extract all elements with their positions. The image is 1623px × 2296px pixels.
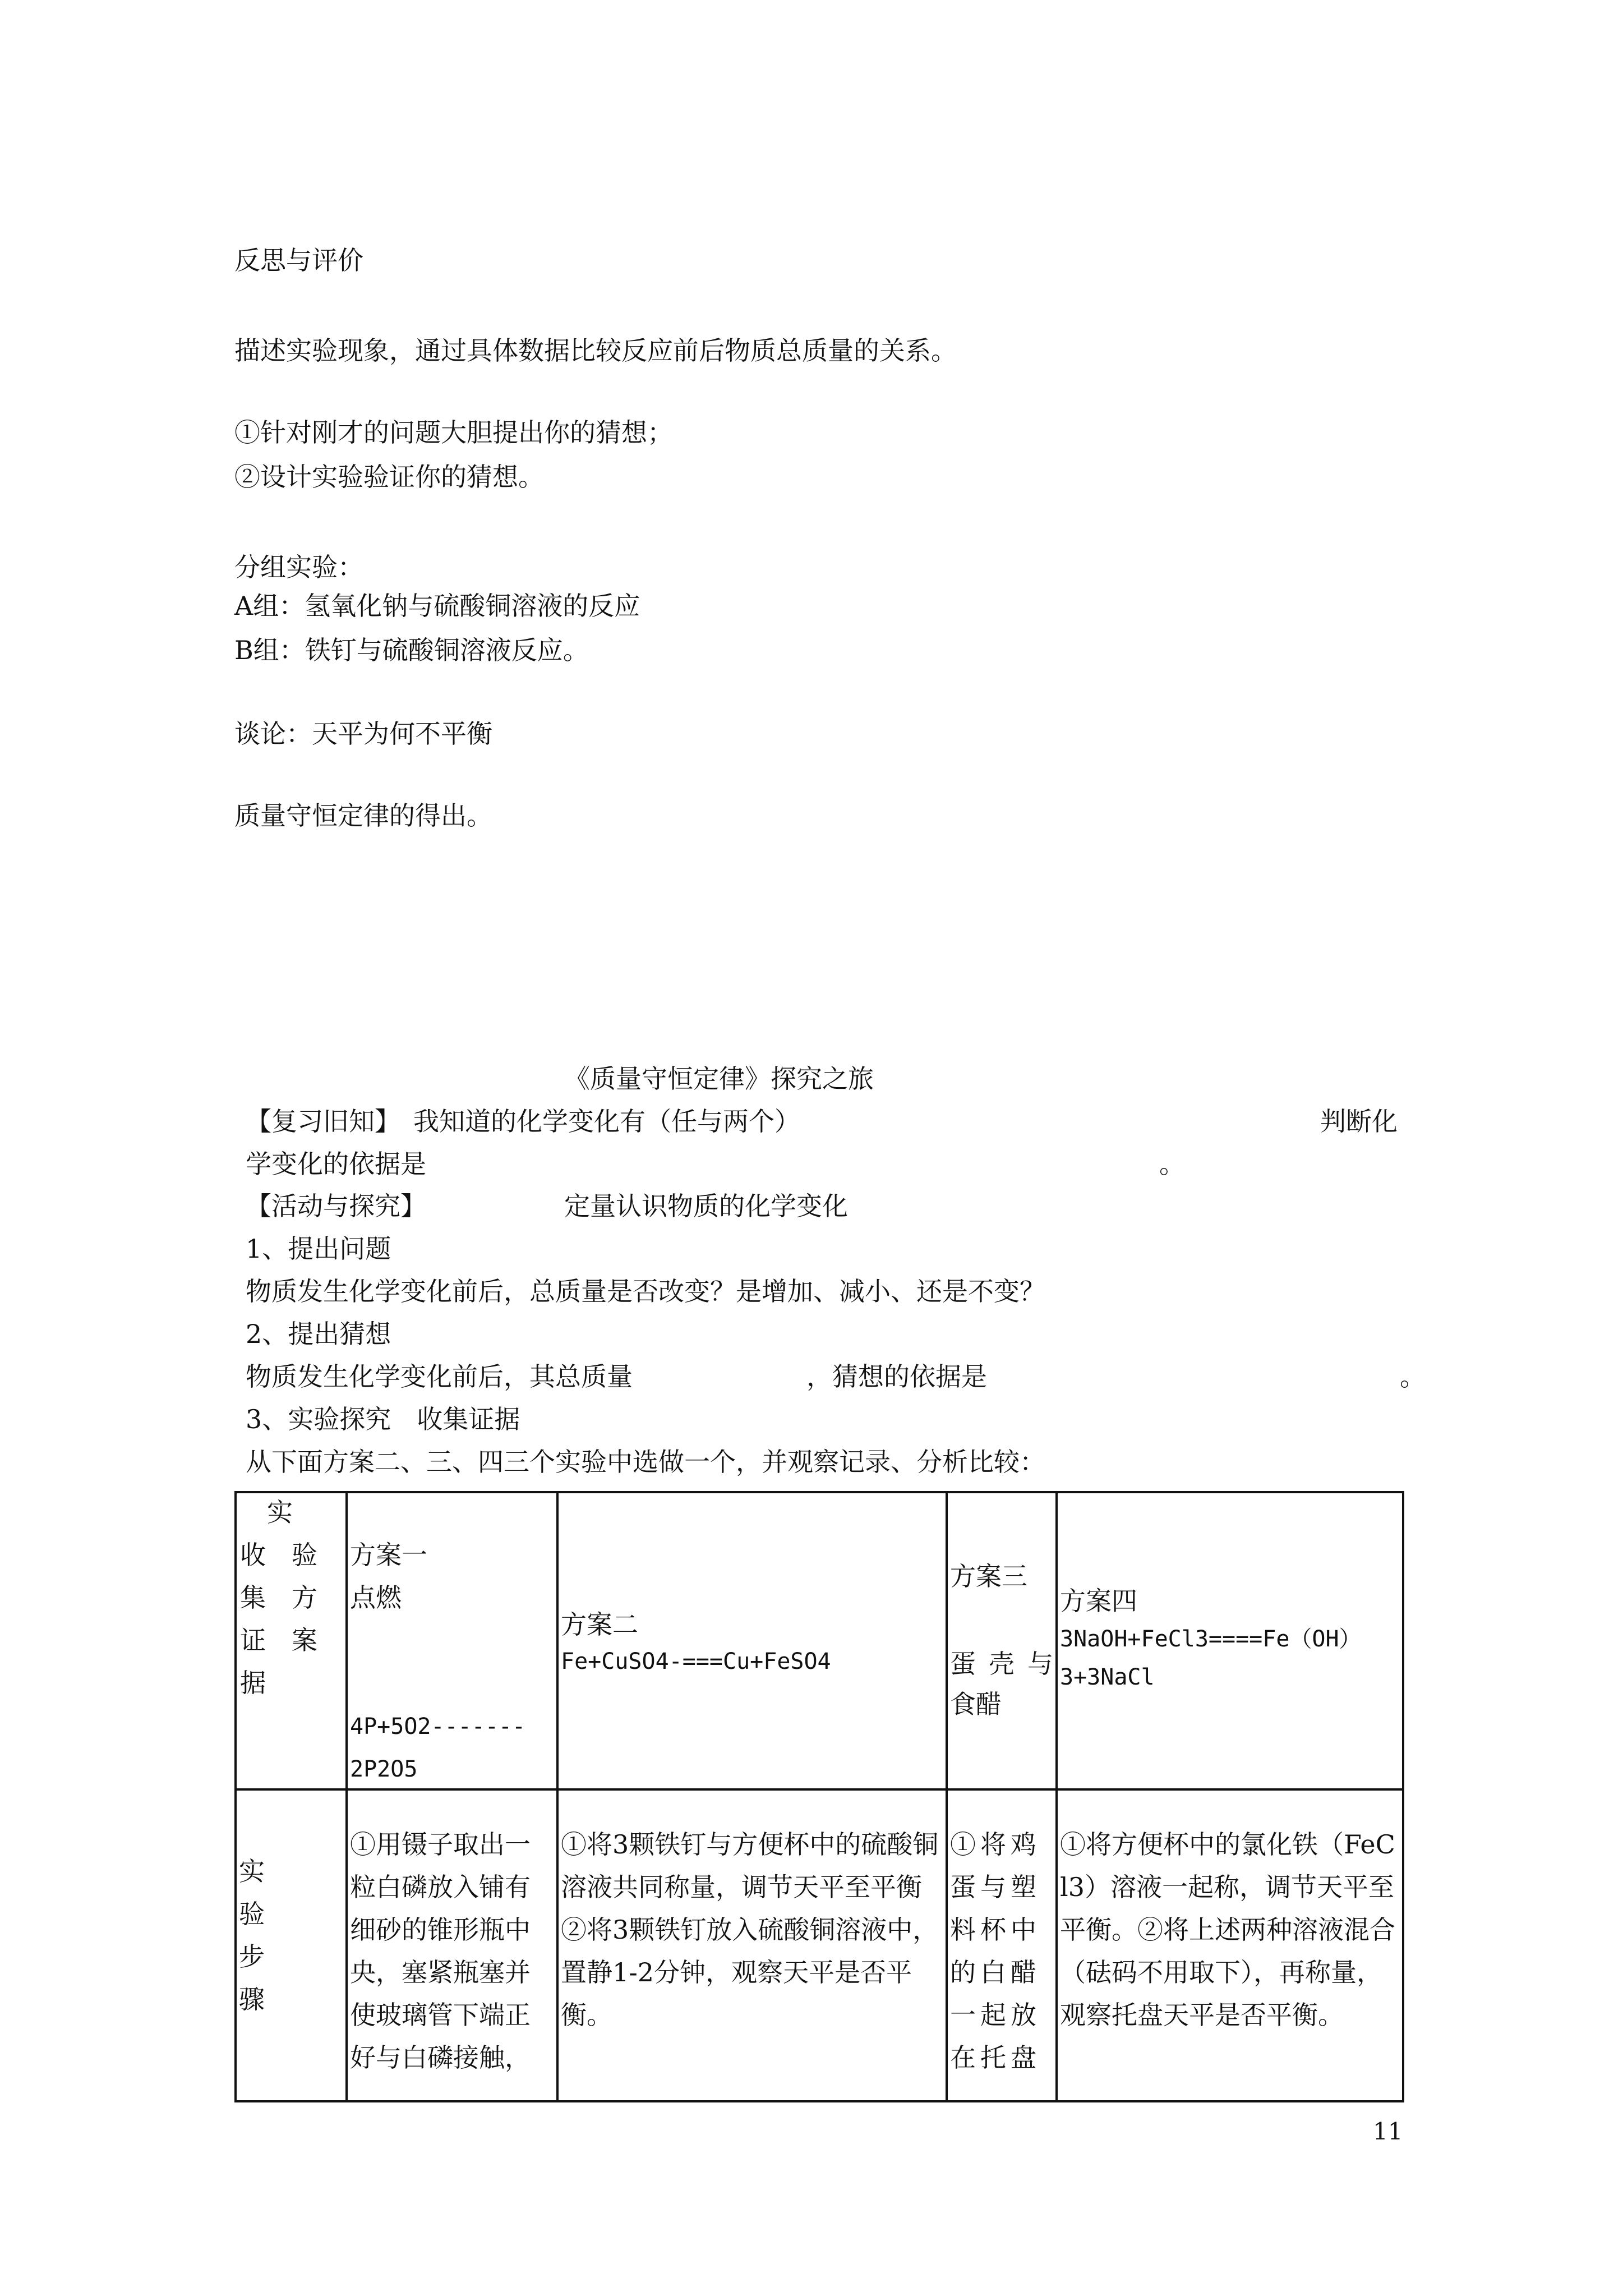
plan1-equation: 2P2O5 (350, 1756, 418, 1782)
intro-line: 谈论：天平为何不平衡 (234, 719, 492, 749)
corner-line: 集 方 (240, 1582, 317, 1613)
plan1-title: 方案一 (350, 1540, 427, 1570)
plan4-equation: 3NaOH+FeCl3====Fe（OH） (1060, 1626, 1362, 1652)
blank-period: 。 (1159, 1149, 1185, 1179)
steps-label-char: 骤 (239, 1984, 265, 2014)
worksheet-title: 《质量守恒定律》探究之旅 (564, 1064, 874, 1094)
corner-line: 收 验 (240, 1540, 317, 1570)
plan3-title: 方案三 (950, 1561, 1027, 1591)
plan1-condition: 点燃 (350, 1582, 402, 1613)
intro-line: 质量守恒定律的得出。 (234, 800, 492, 831)
step-heading: 2、提出猜想 (246, 1319, 391, 1349)
page-number: 11 (1373, 2118, 1403, 2145)
steps-label-char: 验 (239, 1899, 265, 1929)
plan4-steps-cell (1057, 1789, 1403, 2101)
plan3-subject: 蛋壳与 (950, 1649, 1053, 1679)
plan3-steps: ①将鸡蛋与塑料杯中的白醋一起放在托盘 (950, 1829, 1041, 2073)
corner-header-cell (236, 1492, 347, 1789)
plan3-steps-cell (947, 1789, 1057, 2101)
corner-line: 据 (240, 1668, 266, 1698)
question-text: 物质发生化学变化前后，总质量是否改变？是增加、减小、还是不变？ (246, 1276, 1045, 1306)
intro-line: ①针对刚才的问题大胆提出你的猜想； (234, 417, 673, 448)
step-heading: 3、实验探究 收集证据 (246, 1404, 520, 1434)
instruction-text: 从下面方案二、三、四三个实验中选做一个，并观察记录、分析比较： (246, 1447, 1045, 1477)
activity-text: 定量认识物质的化学变化 (564, 1191, 848, 1221)
corner-line: 证 案 (240, 1625, 317, 1655)
intro-line: A组：氢氧化钠与硫酸铜溶液的反应 (234, 591, 640, 621)
plan1-steps-cell (347, 1789, 557, 2101)
review-tail: 判断化 (1320, 1106, 1398, 1137)
guess-text: 物质发生化学变化前后，其总质量 (246, 1361, 633, 1392)
plan2-steps-cell (557, 1789, 947, 2101)
review-line2: 学变化的依据是 (246, 1149, 426, 1179)
plan4-title: 方案四 (1060, 1586, 1137, 1616)
plan4-header-cell (1057, 1492, 1403, 1789)
plan1-steps: ①用镊子取出一粒白磷放入铺有细砂的锥形瓶中央，塞紧瓶塞并使玻璃管下端正好与白磷接触， (350, 1829, 531, 2073)
intro-line: 分组实验： (234, 552, 363, 582)
steps-label-char: 实 (239, 1856, 265, 1887)
blank-period: 。 (1400, 1361, 1426, 1392)
intro-line: ②设计实验验证你的猜想。 (234, 462, 544, 492)
intro-line: 描述实验现象，通过具体数据比较反应前后物质总质量的关系。 (234, 335, 957, 366)
intro-line: B组：铁钉与硫酸铜溶液反应。 (234, 635, 589, 665)
plan4-equation: 3+3NaCl (1060, 1664, 1155, 1690)
plan4-steps: ①将方便杯中的氯化铁（FeCl3）溶液一起称，调节天平至平衡。②将上述两种溶液混合（砝码不用取下），再称量，观察托盘天平是否平衡。 (1060, 1829, 1395, 2030)
steps-label-cell (236, 1789, 347, 2101)
activity-label: 【活动与探究】 (246, 1191, 426, 1221)
plan2-steps: ①将3颗铁钉与方便杯中的硫酸铜溶液共同称量，调节天平至平衡②将3颗铁钉放入硫酸铜溶液中，置静1-2分钟，观察天平是否平衡。 (561, 1829, 939, 2030)
plan2-header-cell (557, 1492, 947, 1789)
plan2-equation: Fe+CuSO4-===Cu+FeSO4 (561, 1649, 831, 1674)
plan1-equation: 4P+5O2------- (350, 1714, 526, 1740)
intro-heading: 反思与评价 (234, 245, 363, 275)
plan3-header-cell (947, 1492, 1057, 1789)
plan2-title: 方案二 (561, 1609, 638, 1640)
step-heading: 1、提出问题 (246, 1234, 391, 1264)
plan3-subject: 食醋 (950, 1689, 1002, 1719)
review-text: 我知道的化学变化有（任与两个） (413, 1106, 800, 1137)
review-label: 【复习旧知】 (246, 1106, 400, 1137)
steps-label-char: 步 (239, 1941, 265, 1972)
plan1-header-cell (347, 1492, 557, 1789)
experiment-table (234, 1491, 1404, 2102)
guess-basis: ，猜想的依据是 (806, 1361, 987, 1392)
corner-line: 实 (267, 1497, 293, 1527)
